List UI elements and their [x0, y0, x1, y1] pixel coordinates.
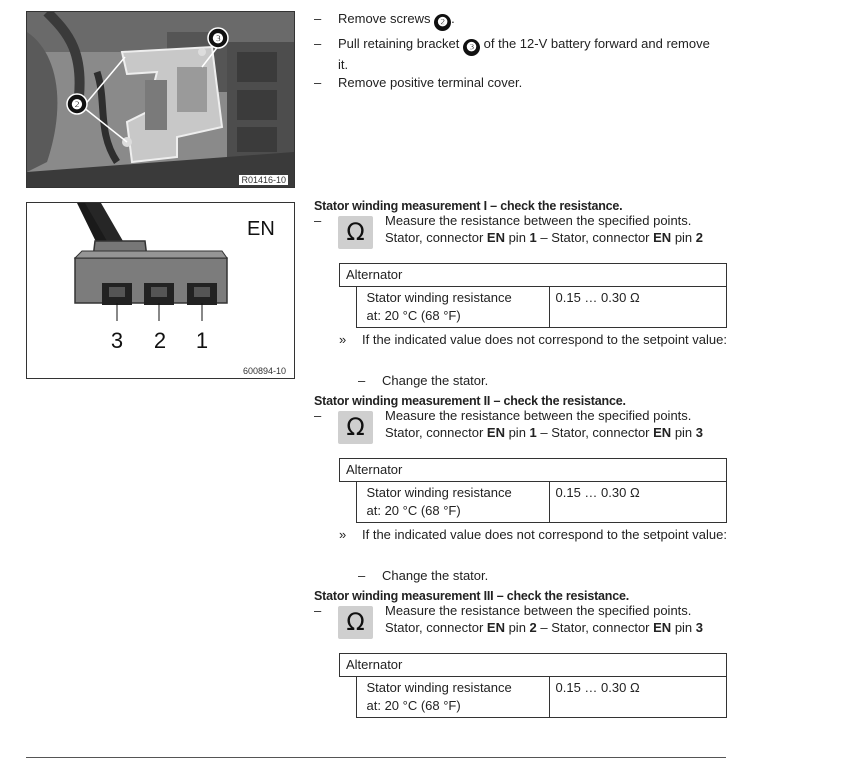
section-heading: Stator winding measurement II – check the resistance.: [314, 394, 626, 408]
measure-instruction: Measure the resistance between the specified points. Stator, connector EN pin 1 – Stator, connector EN pin 2: [385, 213, 704, 245]
battery-bracket-illustration: [27, 12, 294, 187]
spec-value: 0.15 … 0.30 Ω: [549, 287, 727, 328]
spec-table: [339, 458, 727, 523]
table-title: Alternator: [340, 459, 727, 482]
spec-value: 0.15 … 0.30 Ω: [549, 677, 727, 718]
section-heading: Stator winding measurement I – check the resistance.: [314, 199, 623, 213]
spec-table: [339, 263, 727, 328]
pin-label-3: 3: [110, 328, 124, 353]
figure-code: R01416-10: [241, 175, 286, 185]
section-heading: Stator winding measurement III – check the resistance.: [314, 589, 630, 603]
spec-label: Stator winding resistance at: 20 °C (68 °F): [356, 482, 549, 523]
spec-value: 0.15 … 0.30 Ω: [549, 482, 727, 523]
spec-label: Stator winding resistance at: 20 °C (68 °F): [356, 677, 549, 718]
table-title: Alternator: [340, 264, 727, 287]
spec-table: [339, 653, 727, 718]
marker-3: ❸: [463, 39, 480, 56]
pin-label-2: 2: [153, 328, 167, 353]
callout-3: ❸: [212, 31, 224, 46]
marker-2: ❷: [434, 14, 451, 31]
connector-figure: [26, 202, 295, 379]
measurement-section-2: Stator winding measurement II – check the resistance. – Ω Measure the resistance between the specified points. Stator, connector EN pin 1 – Stator, connector EN pin 3 Alternator Stator winding resistance at: 20 °C (68 °F) 0.15 … 0.30 Ω » If the indicated value does not correspond to the setpoint value: – Change the stator.: [314, 394, 734, 443]
figure-code: 600894-10: [242, 366, 286, 376]
measurement-section-3: Stator winding measurement III – check the resistance. – Ω Measure the resistance between the specified points. Stator, connector EN pin 2 – Stator, connector EN pin 3 Alternator Stator winding resistance at: 20 °C (68 °F) 0.15 … 0.30 Ω: [314, 589, 734, 638]
table-title: Alternator: [340, 654, 727, 677]
spec-label: Stator winding resistance at: 20 °C (68 °F): [356, 287, 549, 328]
pin-label-1: 1: [195, 328, 209, 353]
connector-illustration: [27, 203, 294, 378]
footer-divider: [26, 757, 726, 758]
ohm-icon: Ω: [338, 216, 373, 249]
measurement-section-1: Stator winding measurement I – check the resistance. – Ω Measure the resistance between the specified points. Stator, connector EN pin 1 – Stator, connector EN pin 2 Alternator Stator winding resistance at: 20 °C (68 °F) 0.15 … 0.30 Ω » If the indicated value does not correspond to the setpoint value: – Change the stator.: [314, 199, 734, 248]
battery-bracket-figure: [26, 11, 295, 188]
measure-instruction: Measure the resistance between the specified points. Stator, connector EN pin 2 – Stator, connector EN pin 3: [385, 603, 704, 635]
ohm-icon: Ω: [338, 411, 373, 444]
connector-label: EN: [247, 218, 275, 240]
ohm-icon: Ω: [338, 606, 373, 639]
callout-2: ❷: [71, 97, 83, 112]
measure-instruction: Measure the resistance between the specified points. Stator, connector EN pin 1 – Stator, connector EN pin 3: [385, 408, 704, 440]
